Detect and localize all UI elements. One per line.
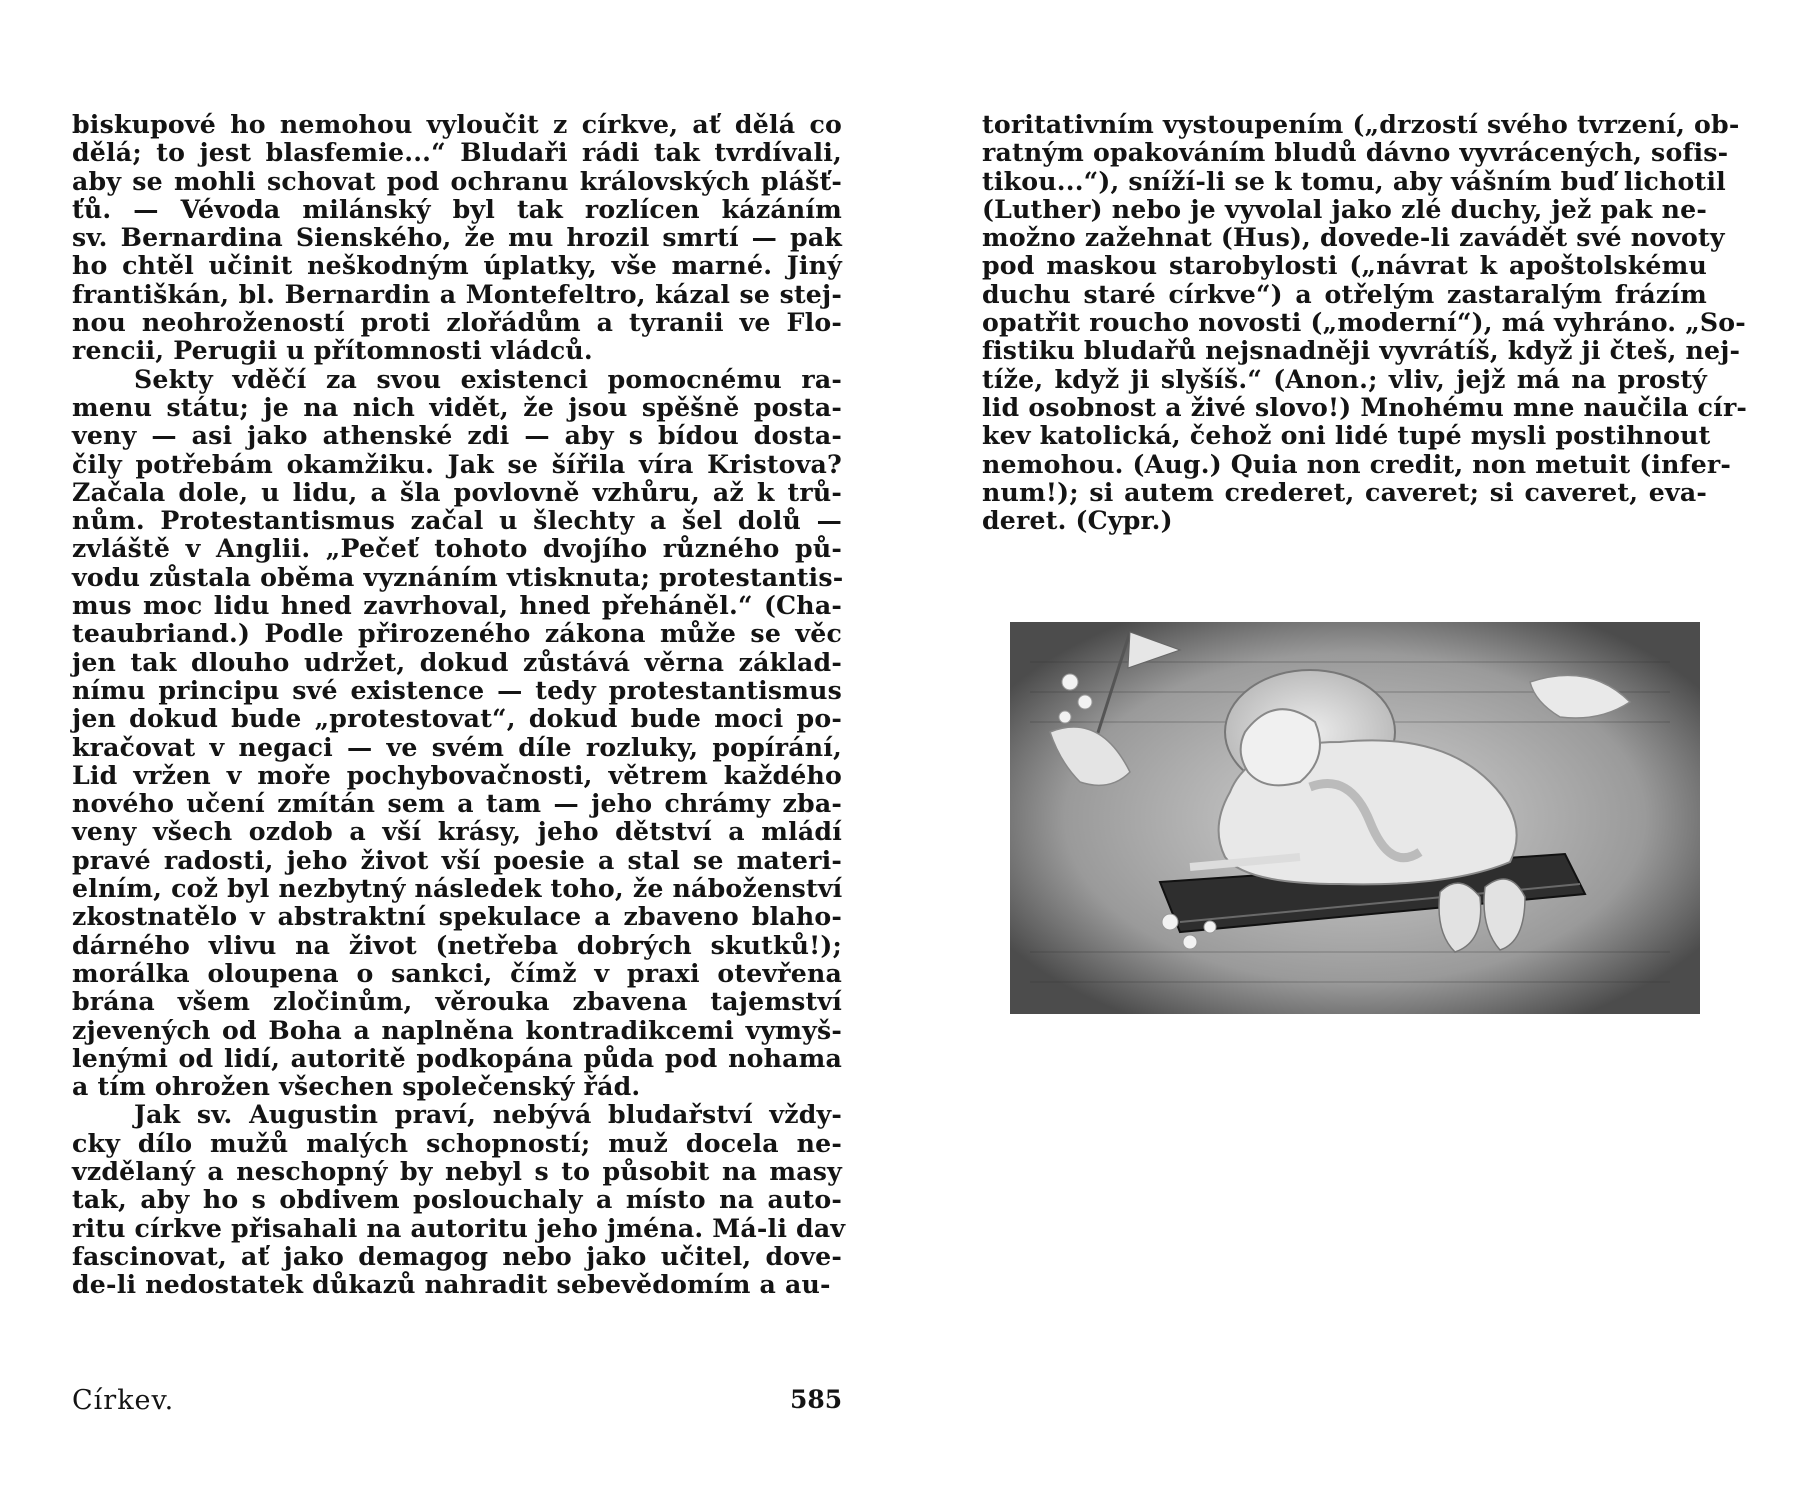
- text-line: zjevených od Boha a naplněna kontradikcemi vymyš-: [72, 1014, 842, 1045]
- text-line: ťů. — Vévoda milánský byl tak rozlícen kázáním: [72, 193, 842, 224]
- text-line: menu státu; je na nich vidět, že jsou spěšně posta-: [72, 391, 842, 422]
- text-line: jen dokud bude „protestovat“, dokud bude moci po-: [72, 703, 842, 734]
- text-line: fistiku bludařů nejsnadněji vyvrátíš, když ji čteš, nej-: [982, 335, 1741, 366]
- text-line: ratným opakováním bludů dávno vyvrácených, sofis-: [982, 137, 1729, 168]
- text-line: dělá; to jest blasfemie...“ Bludaři rádi tak tvrdívali,: [72, 137, 842, 168]
- text-line: nou neohrožeností proti zlořádům a tyranii ve Flo-: [72, 307, 842, 338]
- text-line: fascinovat, ať jako demagog nebo jako učitel, dove-: [72, 1240, 842, 1271]
- text-line: vzdělaný a neschopný by nebyl s to působit na masy: [72, 1155, 842, 1186]
- text-line: de-li nedostatek důkazů nahradit sebevědomím a au-: [72, 1269, 831, 1300]
- text-line: tak, aby ho s obdivem poslouchaly a místo na auto-: [72, 1184, 842, 1215]
- text-line: duchu staré církve“) a otřelým zastaralým frázím: [982, 278, 1707, 309]
- text-line: aby se mohli schovat pod ochranu královských plášť-: [72, 165, 842, 196]
- text-line: teaubriand.) Podle přirozeného zákona může se věc: [72, 618, 842, 649]
- text-line: zvláště v Anglii. „Pečeť tohoto dvojího různého pů-: [72, 533, 842, 564]
- text-line: tikou...“), sníží-li se k tomu, aby vášním buď lichotil: [982, 165, 1726, 196]
- text-line: a tím ohrožen všechen společenský řád.: [72, 1071, 641, 1102]
- text-line: vodu zůstala oběma vyznáním vtisknuta; protestantis-: [72, 561, 844, 592]
- text-line: veny všech ozdob a vší krásy, jeho dětství a mládí: [72, 816, 842, 847]
- text-line: pravé radosti, jeho život vší poesie a stal se materi-: [72, 844, 842, 875]
- text-line: morálka oloupena o sankci, čímž v praxi otevřena: [72, 957, 842, 988]
- text-line: kev katolická, čehož oni lidé tupé mysli postihnout: [982, 420, 1711, 451]
- text-line: elním, což byl nezbytný následek toho, že náboženství: [72, 873, 843, 904]
- lamb-of-god-illustration: [1010, 622, 1700, 1014]
- text-line: lenými od lidí, autoritě podkopána půda pod nohama: [72, 1042, 842, 1073]
- text-line: zkostnatělo v abstraktní spekulace a zbaveno blaho-: [72, 901, 842, 932]
- text-line: (Luther) nebo je vyvolal jako zlé duchy, jež pak ne-: [982, 193, 1707, 224]
- right-text-column: [982, 109, 1748, 536]
- text-line: čily potřebám okamžiku. Jak se šířila víra Kristova?: [72, 448, 842, 479]
- text-line: biskupové ho nemohou vyloučit z církve, ať dělá co: [72, 109, 842, 139]
- text-line: Začala dole, u lidu, a šla povlovně vzhůru, až k trů-: [72, 476, 842, 507]
- text-line: Sekty vděčí za svou existenci pomocnému ra-: [134, 363, 842, 394]
- text-line: mus moc lidu hned zavrhoval, hned přeháněl.“ (Cha-: [72, 590, 842, 621]
- text-line: nímu principu své existence — tedy protestantismus: [72, 674, 842, 705]
- text-line: cky dílo mužů malých schopností; muž docela ne-: [72, 1127, 842, 1158]
- text-line: brána všem zločinům, věrouka zbavena tajemství: [72, 986, 842, 1017]
- text-line: deret. (Cypr.): [982, 505, 1173, 536]
- text-line: sv. Bernardina Sienského, že mu hrozil smrtí — pak: [72, 222, 842, 253]
- left-text-column: [72, 109, 846, 1300]
- page-number: 585: [790, 1385, 843, 1414]
- text-line: opatřit roucho novosti („moderní“), má vyhráno. „So-: [982, 307, 1746, 338]
- text-line: jen tak dlouho udržet, dokud zůstává věrna základ-: [72, 646, 842, 677]
- text-line: num!); si autem crederet, caveret; si caveret, eva-: [982, 476, 1707, 507]
- text-line: nového učení zmítán sem a tam — jeho chrámy zba-: [72, 788, 842, 819]
- text-line: pod maskou starobylosti („návrat k apoštolskému: [982, 250, 1707, 281]
- text-line: veny — asi jako athenské zdi — aby s bídou dosta-: [72, 420, 842, 451]
- text-line: dárného vlivu na život (netřeba dobrých skutků!);: [72, 929, 842, 960]
- text-line: Jak sv. Augustin praví, nebývá bludařství vždy-: [134, 1099, 842, 1130]
- text-line: nům. Protestantismus začal u šlechty a šel dolů —: [72, 505, 842, 536]
- text-line: toritativním vystoupením („drzostí svého tvrzení, ob-: [982, 109, 1740, 139]
- text-line: Lid vržen v moře pochybovačnosti, větrem každého: [72, 759, 842, 790]
- text-line: ritu církve přisahali na autoritu jeho jména. Má-li dav: [72, 1212, 846, 1243]
- text-line: kračovat v negaci — ve svém díle rozluky, popírání,: [72, 731, 842, 762]
- text-line: nemohou. (Aug.) Quia non credit, non metuit (infer-: [982, 448, 1732, 479]
- running-footer-title: Církev.: [72, 1385, 175, 1416]
- text-line: možno zažehnat (Hus), dovede-li zavádět své novoty: [982, 222, 1725, 253]
- text-line: lid osobnost a živé slovo!) Mnohému mne naučila cír-: [982, 391, 1748, 422]
- text-line: rencii, Perugii u přítomnosti vládců.: [72, 335, 593, 366]
- text-line: tíže, když ji slyšíš.“ (Anon.; vliv, jejž má na prostý: [982, 363, 1707, 394]
- text-line: františkán, bl. Bernardin a Montefeltro, kázal se stej-: [72, 278, 842, 309]
- text-line: ho chtěl učinit neškodným úplatky, vše marné. Jiný: [72, 250, 842, 281]
